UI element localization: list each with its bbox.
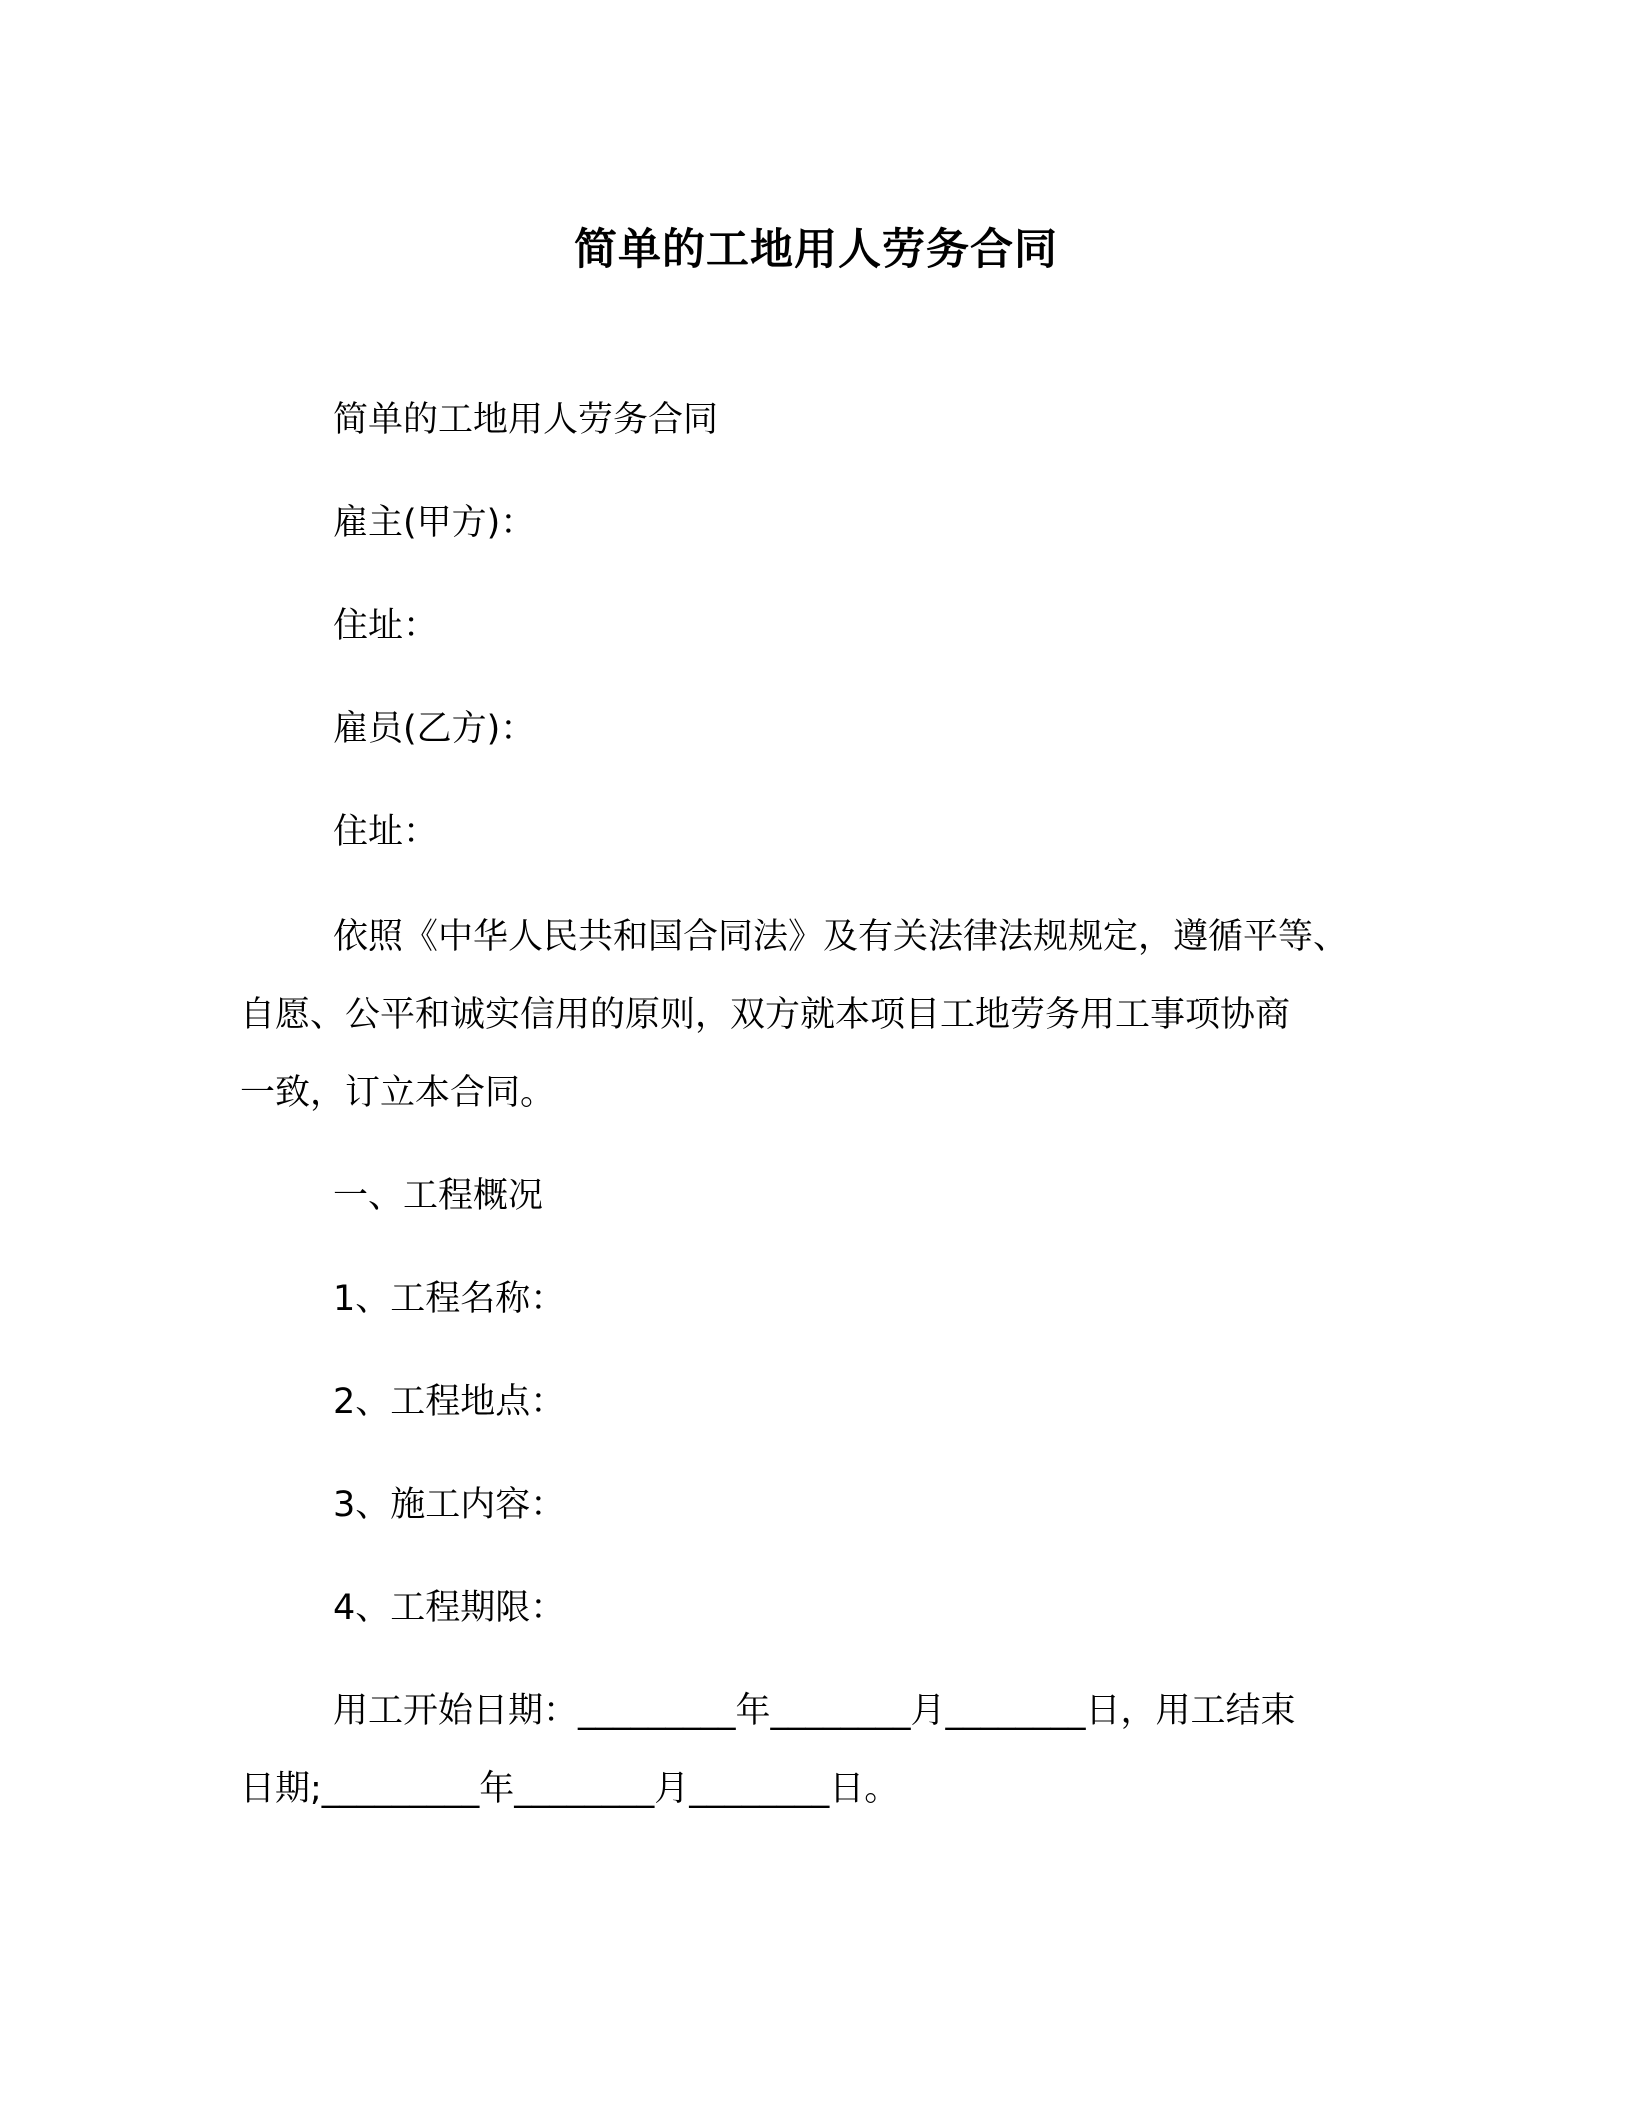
employer-address-label: 住址：	[333, 606, 439, 646]
preamble-line-1: 依照《中华人民共和国合同法》及有关法律法规规定，遵循平等、	[333, 917, 1349, 957]
preamble-line-3: 一致，订立本合同。	[240, 1073, 556, 1113]
project-period-label: 4、工程期限：	[333, 1588, 566, 1628]
contract-subtitle: 简单的工地用人劳务合同	[333, 400, 719, 440]
project-name-label: 1、工程名称：	[333, 1279, 566, 1319]
employment-period-line-2: 日期;_________年________月________日。	[240, 1769, 900, 1809]
employer-label: 雇主(甲方)：	[333, 503, 536, 543]
project-location-label: 2、工程地点：	[333, 1382, 566, 1422]
preamble-line-2: 自愿、公平和诚实信用的原则，双方就本项目工地劳务用工事项协商	[240, 995, 1291, 1035]
employment-period-line-1: 用工开始日期：_________年________月________日，用工结束	[333, 1691, 1296, 1731]
document-title: 简单的工地用人劳务合同	[574, 225, 1058, 275]
employee-label: 雇员(乙方)：	[333, 709, 536, 749]
section-heading-project-overview: 一、工程概况	[333, 1176, 544, 1216]
employee-address-label: 住址：	[333, 812, 439, 852]
construction-content-label: 3、施工内容：	[333, 1485, 566, 1525]
